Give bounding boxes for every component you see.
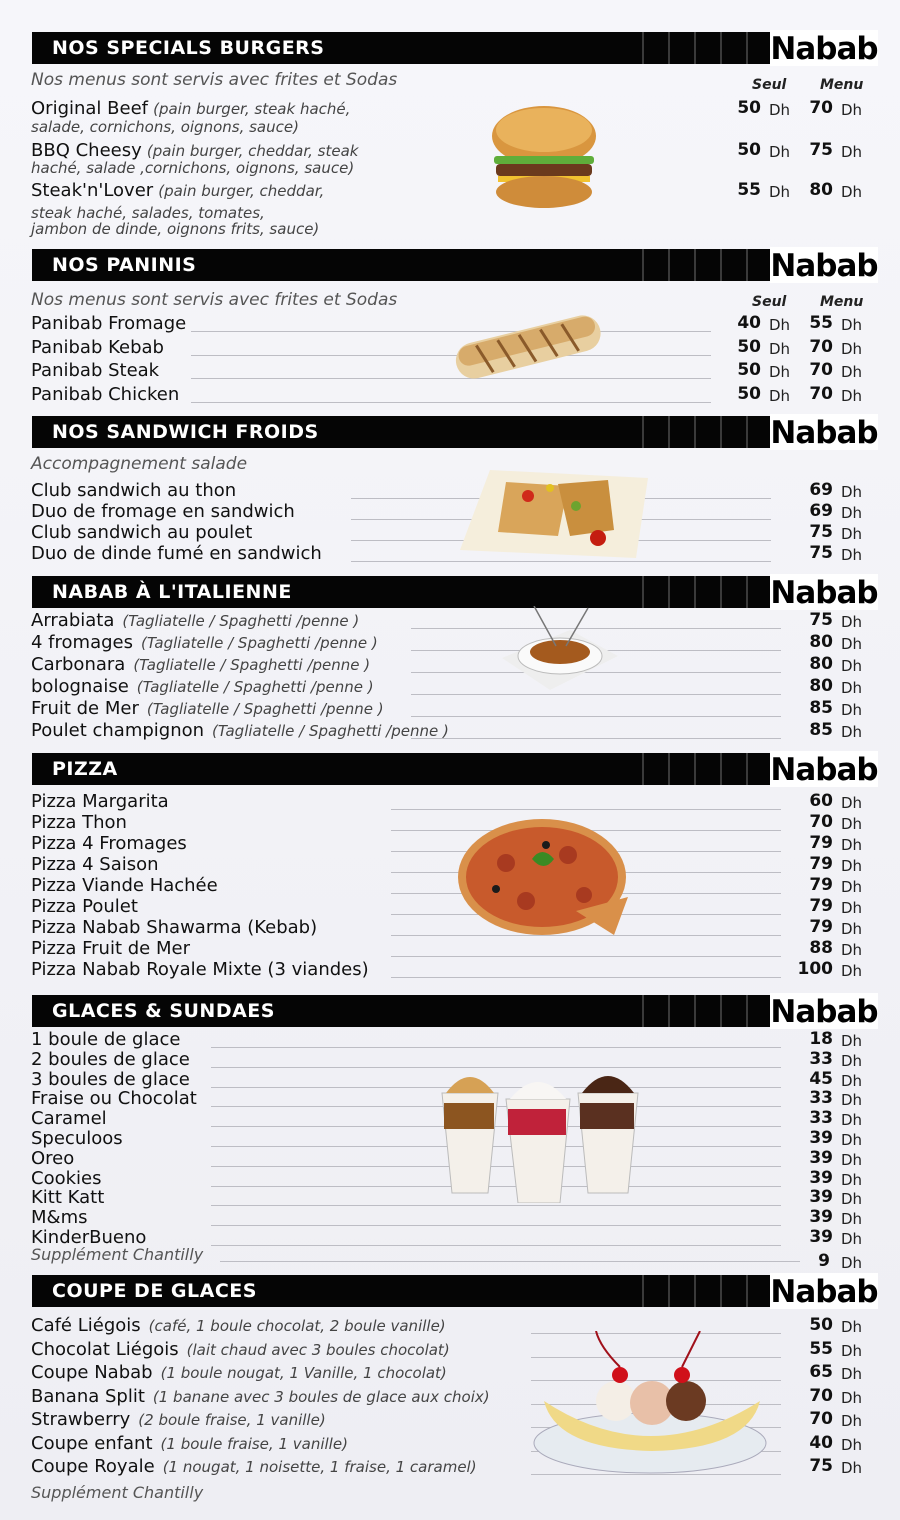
item-name: Pizza 4 Saison [31,854,159,875]
menu-item [31,791,871,811]
section-title: COUPE DE GLACES [52,1280,257,1302]
item-price: 18 [809,1029,833,1049]
section-note: Accompagnement salade [31,454,248,474]
item-name: Chocolat Liégois [31,1338,179,1360]
leader-dots [411,716,781,717]
item-price: 80 [809,676,833,696]
currency: Dh [841,143,863,161]
col-menu-label: Menu [820,77,864,93]
section-header [32,994,878,1030]
currency: Dh [769,183,791,201]
currency: Dh [841,1341,863,1360]
item-name: 3 boules de glace [31,1068,190,1090]
currency: Dh [841,386,863,405]
leader-dots [211,1245,781,1246]
item-desc-cont: salade, cornichons, oignons, sauce) [31,118,299,136]
item-price: 70 [809,812,833,832]
menu-item [31,98,871,118]
item-price: 33 [809,1108,833,1129]
leader-dots [391,809,781,810]
menu-item [31,480,871,500]
section-header [32,31,878,67]
item-price: 39 [809,1167,833,1188]
section-header [32,575,878,611]
menu-item [31,833,871,853]
item-price: 79 [809,896,833,916]
item-price: 80 [809,632,833,652]
item-price: 33 [809,1048,833,1069]
item-name: Original Beef [31,98,148,119]
item-price: 60 [809,791,833,811]
item-name: Arrabiata [31,610,115,631]
currency: Dh [841,941,863,959]
currency: Dh [841,1230,863,1248]
currency: Dh [841,1051,863,1070]
currency: Dh [769,101,791,119]
item-name: BBQ Cheesy [31,140,142,161]
item-name: Panibab Steak [31,360,160,381]
section-header [32,248,878,284]
item-name: Speculoos [31,1128,123,1149]
leader-dots [191,402,711,403]
item-name: Pizza Viande Hachée [31,875,218,896]
currency: Dh [841,1365,863,1383]
item-price: 75 [809,522,833,542]
currency: Dh [841,1190,863,1209]
nabab-logo: Nabab [770,575,878,611]
section-header [32,1274,878,1310]
item-price: 80 [809,654,833,674]
section-title: NOS PANINIS [52,254,197,276]
item-price: 79 [809,875,833,895]
item-price: 55 [809,1338,833,1359]
menu-item [31,501,871,521]
item-name: Panibab Kebab [31,336,164,358]
item-name: Poulet champignon [31,720,205,741]
pasta-image [500,606,620,692]
currency: Dh [841,613,863,631]
item-desc: (pain burger, steak haché, [153,100,351,118]
price-menu: 55 [809,313,833,333]
price-seul: 40 [737,313,761,333]
section-title: NOS SANDWICH FROIDS [52,421,319,443]
currency: Dh [841,339,863,358]
item-desc: (Tagliatelle / Spaghetti /penne ) [212,722,449,740]
section-glaces [0,994,900,1272]
item-name: Carbonara [31,654,126,675]
item-name: KinderBueno [31,1227,147,1248]
item-name: Pizza Nabab Royale Mixte (3 viandes) [31,959,369,980]
item-name: Oreo [31,1147,75,1169]
menu-item [31,1207,871,1227]
item-desc: (Tagliatelle / Spaghetti /penne ) [140,634,378,652]
menu-item [31,875,871,895]
leader-dots [391,956,781,957]
currency: Dh [841,504,863,522]
menu-item [31,698,871,718]
currency: Dh [841,483,863,501]
currency: Dh [841,1388,863,1407]
item-price: 85 [809,720,833,740]
price-seul: 55 [737,180,761,200]
item-name: Caramel [31,1108,107,1130]
currency: Dh [841,1170,863,1189]
currency: Dh [841,316,863,334]
item-desc: (1 banane avec 3 boules de glace aux choix) [152,1387,490,1406]
price-menu: 70 [809,383,833,404]
currency: Dh [841,546,863,564]
banana-split-image [530,1331,770,1481]
currency: Dh [841,1435,863,1454]
menu-item [31,938,871,958]
menu-item [31,854,871,874]
item-name: 4 fromages [31,632,133,653]
item-desc: (lait chaud avec 3 boules chocolat) [186,1340,450,1359]
section-title: GLACES & SUNDAES [52,1000,275,1022]
section-note: Nos menus sont servis avec frites et Sodas [31,290,398,310]
currency: Dh [841,1412,863,1430]
item-price: 79 [809,833,833,853]
menu-item [31,1227,871,1247]
item-name: Pizza Margarita [31,791,169,812]
item-price: 88 [809,938,833,958]
menu-item [31,720,871,740]
item-price: 33 [809,1088,833,1109]
section-pizza [0,753,900,988]
item-name: Panibab Fromage [31,313,187,334]
sandwich-image [458,466,654,562]
item-name: Duo de fromage en sandwich [31,501,295,522]
currency: Dh [841,857,863,875]
nabab-logo: Nabab [770,31,878,67]
price-seul: 50 [737,360,761,380]
section-note: Nos menus sont servis avec frites et Sodas [31,70,398,90]
item-price: 45 [809,1068,833,1089]
currency: Dh [841,920,863,938]
item-price: 39 [809,1207,833,1228]
section-paninis [0,249,900,409]
section-coupes [0,1275,900,1515]
item-name: 2 boules de glace [31,1048,190,1070]
item-name: Kitt Katt [31,1187,105,1209]
item-price: 40 [809,1432,833,1453]
nabab-logo: Nabab [770,994,878,1030]
item-desc: (Tagliatelle / Spaghetti /penne ) [146,700,384,718]
currency: Dh [769,339,791,358]
item-desc: (Tagliatelle / Spaghetti /penne ) [133,656,371,674]
menu-item [31,896,871,916]
item-desc: (Tagliatelle / Spaghetti /penne ) [122,612,360,630]
item-price: 69 [809,480,833,500]
currency: Dh [841,878,863,896]
item-desc: (1 boule fraise, 1 vanille) [160,1434,348,1453]
item-name: Fraise ou Chocolat [31,1088,197,1110]
section-burgers [0,32,900,242]
burger-image [486,104,602,214]
currency: Dh [841,679,863,697]
currency: Dh [841,635,863,653]
menu-item [31,140,871,160]
item-price: 75 [809,543,833,563]
supplement-label: Supplément Chantilly [31,1483,204,1502]
item-name: Duo de dinde fumé en sandwich [31,543,322,564]
section-title: NOS SPECIALS BURGERS [52,37,325,59]
leader-dots [391,977,781,978]
item-price: 39 [809,1147,833,1168]
item-name: Fruit de Mer [31,698,139,719]
item-name: Steak'n'Lover [31,180,154,201]
item-desc-cont: haché, salade ,cornichons, oignons, sauce) [31,159,355,177]
currency: Dh [769,316,791,334]
nabab-logo: Nabab [770,752,878,788]
currency: Dh [841,183,863,201]
item-desc: (café, 1 boule chocolat, 2 boule vanille) [148,1317,446,1335]
item-name: Coupe Royale [31,1456,155,1477]
item-name: M&ms [31,1207,88,1229]
currency: Dh [841,701,863,719]
currency: Dh [841,723,863,741]
price-menu: 75 [809,140,833,160]
item-desc: (2 boule fraise, 1 vanille) [138,1411,326,1429]
item-name: Strawberry [31,1409,131,1430]
item-price: 100 [797,959,833,979]
item-price: 70 [809,1409,833,1429]
item-desc: (pain burger, cheddar, steak [146,142,359,160]
currency: Dh [769,363,791,381]
item-price: 75 [809,1456,833,1476]
item-name: Club sandwich au thon [31,480,237,501]
price-seul: 50 [737,140,761,160]
nabab-logo: Nabab [770,1274,878,1310]
menu-item [31,959,871,979]
item-price: 65 [809,1362,833,1382]
currency: Dh [841,657,863,675]
item-name: Pizza Poulet [31,896,138,917]
section-header [32,415,878,451]
currency: Dh [841,1210,863,1229]
item-name: Pizza Nabab Shawarma (Kebab) [31,917,318,938]
section-title: PIZZA [52,758,118,780]
item-price: 39 [809,1227,833,1247]
item-name: Café Liégois [31,1315,141,1336]
item-price: 79 [809,917,833,937]
item-price: 39 [809,1128,833,1148]
col-seul-label: Seul [752,294,787,310]
nabab-logo: Nabab [770,248,878,284]
pizza-image [456,815,636,945]
currency: Dh [841,1071,863,1090]
menu-item [31,812,871,832]
item-name: bolognaise [31,676,129,697]
currency: Dh [841,101,863,119]
menu-item [31,543,871,563]
price-seul: 50 [737,336,761,357]
item-desc: (Tagliatelle / Spaghetti /penne ) [136,678,374,696]
item-desc: (1 nougat, 1 noisette, 1 fraise, 1 caramel) [162,1458,477,1476]
item-price: 79 [809,854,833,874]
currency: Dh [769,386,791,405]
currency: Dh [841,1131,863,1149]
currency: Dh [841,836,863,854]
item-desc-cont: jambon de dinde, oignons frits, sauce) [31,220,320,238]
menu-item [31,917,871,937]
sundae-image [434,1063,644,1203]
item-name: Cookies [31,1167,102,1189]
col-seul-label: Seul [752,77,787,93]
item-desc-cont: steak haché, salades, tomates, [31,204,265,222]
currency: Dh [841,1091,863,1110]
col-menu-label: Menu [820,294,864,310]
nabab-logo: Nabab [770,415,878,451]
leader-dots [220,1261,800,1262]
currency: Dh [841,794,863,812]
menu-item [31,384,871,404]
item-price: 75 [809,610,833,630]
item-name: Coupe Nabab [31,1362,153,1383]
menu-item [31,654,871,674]
currency: Dh [841,1318,863,1336]
price-menu: 80 [809,180,833,200]
currency: Dh [841,1150,863,1169]
item-price: 69 [809,501,833,521]
currency: Dh [841,525,863,543]
section-sandwich [0,416,900,566]
leader-dots [411,738,781,739]
supplement-price: 9 [818,1251,830,1271]
item-desc: (1 boule nougat, 1 Vanille, 1 chocolat) [160,1364,447,1382]
item-price: 50 [809,1315,833,1335]
item-price: 70 [809,1385,833,1406]
item-desc: (pain burger, cheddar, [158,182,325,200]
leader-dots [411,694,781,695]
price-menu: 70 [809,98,833,118]
currency: Dh [841,1111,863,1130]
currency: Dh [841,1032,863,1050]
item-name: Coupe enfant [31,1432,153,1454]
item-name: 1 boule de glace [31,1029,181,1050]
item-name: Pizza 4 Fromages [31,833,187,854]
panini-image [448,311,608,381]
menu-item [31,676,871,696]
item-name: Pizza Fruit de Mer [31,938,190,959]
currency: Dh [841,1254,863,1272]
menu-item [31,180,871,200]
section-italienne [0,576,900,746]
currency: Dh [841,363,863,381]
menu-item [31,632,871,652]
item-price: 85 [809,698,833,718]
currency: Dh [841,899,863,917]
price-menu: 70 [809,360,833,380]
item-name: Club sandwich au poulet [31,522,253,543]
supplement-label: Supplément Chantilly [31,1245,204,1264]
item-price: 39 [809,1187,833,1208]
section-header [32,752,878,788]
price-seul: 50 [737,98,761,118]
menu-item [31,1029,871,1049]
menu-item [31,522,871,542]
item-name: Pizza Thon [31,812,127,833]
price-menu: 70 [809,336,833,357]
currency: Dh [841,815,863,833]
item-name: Panibab Chicken [31,383,180,405]
currency: Dh [769,143,791,161]
menu-item [31,610,871,630]
currency: Dh [841,962,863,980]
section-title: NABAB À L'ITALIENNE [52,581,292,603]
price-seul: 50 [737,383,761,404]
item-name: Banana Split [31,1385,145,1407]
currency: Dh [841,1459,863,1477]
